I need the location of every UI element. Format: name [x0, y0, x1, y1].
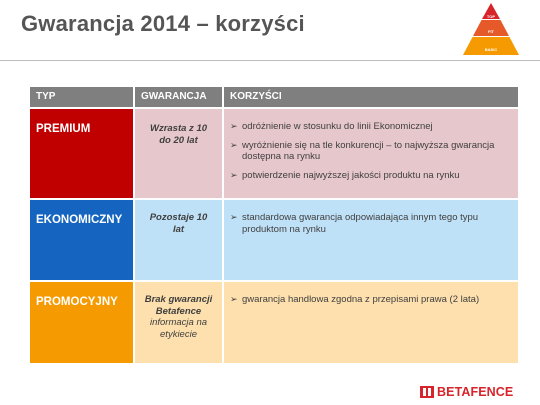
row-premium-benefits: [224, 109, 518, 198]
row-promocyjny-benefits: [224, 282, 518, 363]
promocyjny-guarantee-main: Brak gwarancji Betafence: [144, 294, 213, 317]
row-ekonomiczny-benefits: [224, 200, 518, 280]
benefit-text: potwierdzenie najwyższej jakości produktu na rynku: [242, 169, 460, 181]
arrow-bullet-icon: ➢: [230, 169, 238, 180]
list-item: [230, 212, 512, 235]
header-gwarancja: GWARANCJA: [135, 87, 222, 107]
arrow-bullet-icon: ➢: [230, 294, 238, 304]
row-premium-guarantee: [135, 109, 222, 198]
row-premium-type: PREMIUM: [30, 109, 133, 198]
arrow-bullet-icon: ➢: [230, 121, 238, 131]
benefit-text: standardowa gwarancja odpowiadająca innym tego typu produktom na rynku: [242, 212, 479, 235]
benefit-text: odróżnienie w stosunku do linii Ekonomicznej: [242, 121, 433, 132]
list-item: [230, 170, 512, 182]
row-ekonomiczny-type: EKONOMICZNY: [30, 200, 133, 280]
list-item: [230, 121, 512, 133]
guarantee-table: [30, 87, 518, 363]
list-item: [230, 294, 512, 306]
row-ekonomiczny-guarantee: [135, 200, 222, 280]
page-title: Gwarancja 2014 – korzyści: [21, 11, 305, 36]
betafence-logo-icon: [420, 386, 434, 398]
row-promocyjny-guarantee: [135, 282, 222, 363]
betafence-logo: [420, 385, 513, 399]
benefit-text: gwarancja handlowa zgodna z przepisami prawa (2 lata): [242, 294, 480, 305]
arrow-bullet-icon: ➢: [230, 139, 238, 150]
pyramid-label-top: TOP: [486, 14, 496, 19]
premium-guarantee-main: Wzrasta z 10 do 20 lat: [149, 123, 208, 146]
arrow-bullet-icon: ➢: [230, 212, 238, 222]
title-divider: [0, 60, 540, 61]
benefit-text: wyróżnienie się na tle konkurencji – to najwyższa gwarancja dostępna na rynku: [242, 139, 495, 162]
list-item: [230, 140, 512, 163]
header-korzysci: KORZYŚCI: [224, 87, 518, 107]
ekonomiczny-guarantee-main: Pozostaje 10 lat: [149, 212, 208, 235]
pyramid-label-bottom: BASIC: [484, 47, 498, 52]
row-promocyjny-type: PROMOCYJNY: [30, 282, 133, 363]
header-typ: TYP: [30, 87, 133, 107]
logo-text: BETAFENCE: [437, 385, 514, 399]
pyramid-label-mid: FIT: [488, 29, 494, 34]
promocyjny-guarantee-note: informacja na etykiecie: [149, 317, 208, 340]
